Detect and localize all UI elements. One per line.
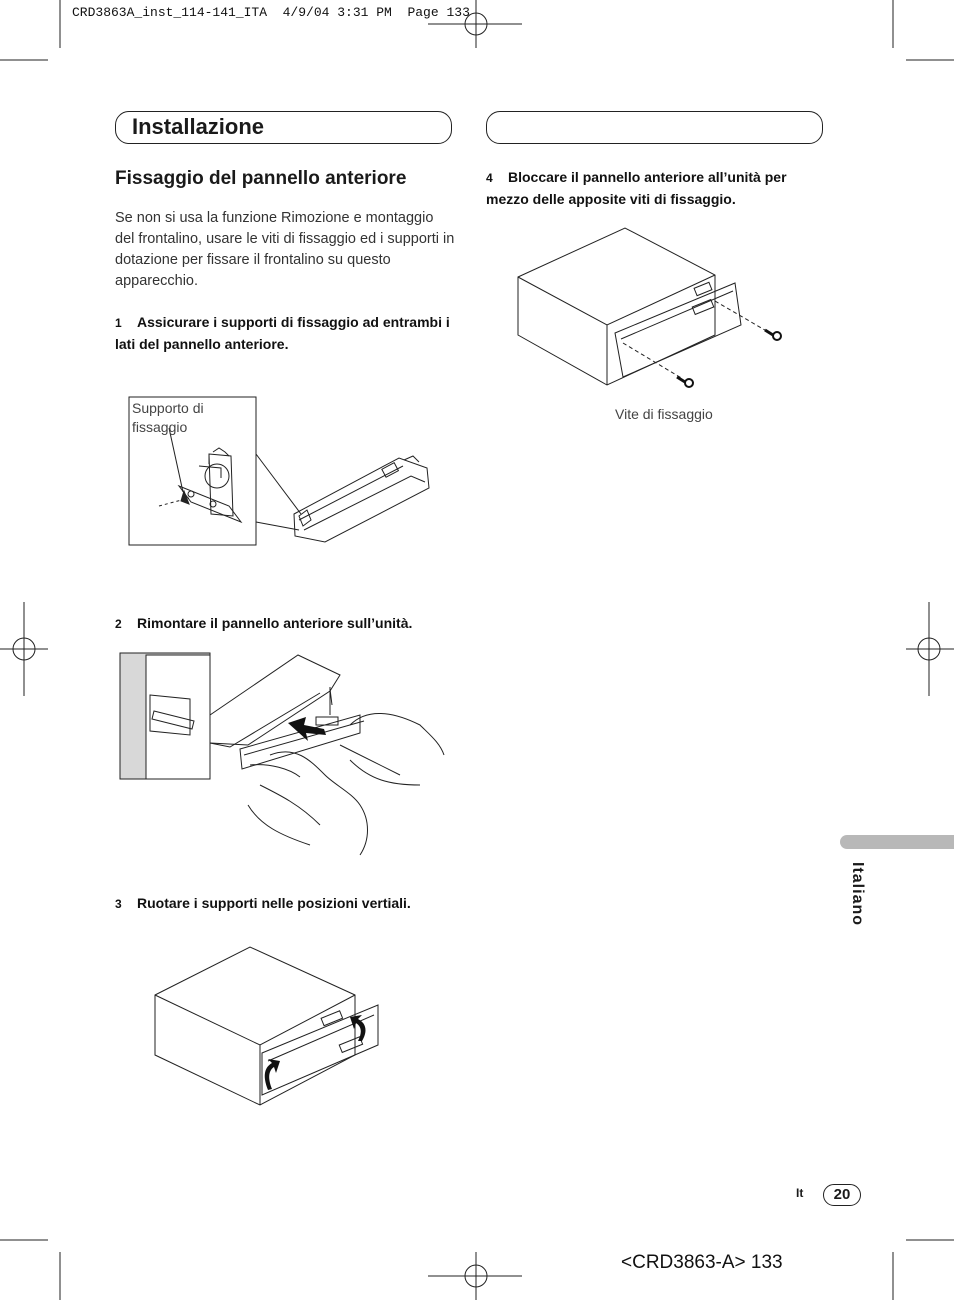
figure-4-label: Vite di fissaggio — [615, 406, 713, 422]
step-4 — [486, 167, 816, 210]
step-text: Bloccare il pannello anteriore all’unità per mezzo delle apposite viti di fissaggio. — [486, 169, 787, 207]
step-text: Ruotare i supporti nelle posizioni vertiali. — [137, 895, 411, 911]
figure-rotate-brackets — [150, 945, 390, 1110]
step-number: 1 — [115, 316, 122, 330]
intro-paragraph: Se non si usa la funzione Rimozione e montaggio del frontalino, usare le viti di fissaggio ed i supporti in dotazione per fissare il frontalino su questo apparecchio. — [115, 210, 455, 289]
section-heading: Fissaggio del pannello anteriore — [115, 168, 407, 189]
language-tab-marker — [840, 835, 954, 849]
step-text: Assicurare i supporti di fissaggio ad entrambi i lati del pannello anteriore. — [115, 314, 450, 352]
figure-screws — [515, 225, 790, 395]
step-number: 4 — [486, 171, 493, 185]
step-number: 3 — [115, 897, 122, 911]
figure-2-drawing — [120, 645, 450, 860]
step-number: 2 — [115, 617, 122, 631]
lang-code: It — [796, 1186, 804, 1200]
figure-1-label: Supporto di fissaggio — [132, 400, 204, 435]
doc-reference: <CRD3863-A> 133 — [621, 1252, 783, 1273]
language-tab-label: Italiano — [849, 862, 866, 927]
step-3 — [115, 893, 465, 915]
step-2 — [115, 613, 465, 635]
step-1 — [115, 312, 455, 355]
print-slug: CRD3863A_inst_114-141_ITA 4/9/04 3:31 PM Page 133 — [72, 5, 470, 20]
figure-3-drawing — [150, 945, 390, 1110]
figure-4-drawing — [515, 225, 790, 395]
page-number: 20 — [823, 1184, 861, 1206]
step-text: Rimontare il pannello anteriore sull’unità. — [137, 615, 413, 631]
page-title: Installazione — [132, 114, 265, 139]
figure-mount-panel — [120, 645, 450, 860]
header-title-box — [115, 111, 452, 144]
header-empty-box — [486, 111, 823, 144]
